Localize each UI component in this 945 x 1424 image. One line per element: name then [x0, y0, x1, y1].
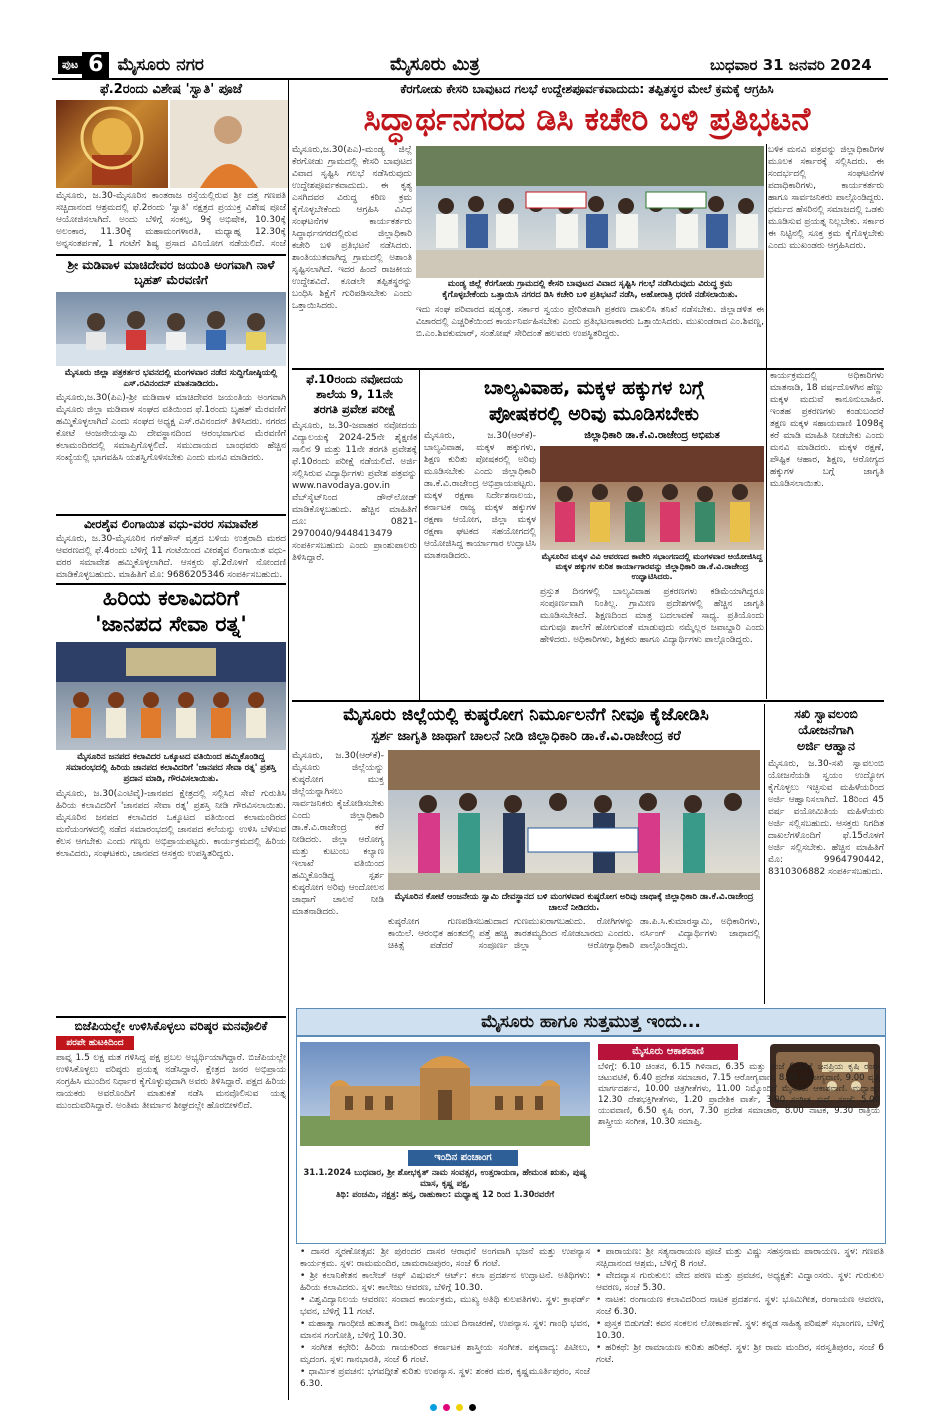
swathi-headline: ಫೆ.2ರಂದು ವಿಶೇಷ 'ಸ್ವಾತಿ' ಪೂಜೆ: [99, 82, 243, 97]
bjp-body: ಪಾವ್ನ 1.5 ಲಕ್ಷ ಮತ ಗಳಿಸಿದ್ದ ಪಕ್ಷ ಪ್ರಬಲ ಅಭ್ಯರ್ಥಿಯಾಗಿದ್ದಾರೆ. ಬಿಜೆಪಿಯಲ್ಲೇ ಉಳಿಸಿಕೊಳ್ಳಲು ವರಿಷ್ಠರು ಪ್ರಯತ್ನ ನಡೆಸಿದ್ದಾರೆ. ಕ್ಷೇತ್ರದ ಜನರ ಅಭಿಪ್ರಾಯ ಸಂಗ್ರಹಿಸಿ ಮುಂದಿನ ನಿರ್ಧಾರ ಕೈಗೊಳ್ಳುವುದಾಗಿ ಅವರು ತಿಳಿಸಿದ್ದಾರೆ. ಪಕ್ಷದ ಹಿರಿಯ ನಾಯಕರು ಅವರೊಂದಿಗೆ ಮಾತುಕತೆ ನಡೆಸಿ ಮನವೊಲಿಸುವ ಯತ್ನ ಮುಂದುವರಿಸಿದ್ದಾರೆ. ಅಂತಿಮ ತೀರ್ಮಾನ ಶೀಘ್ರದಲ್ಲೇ ಹೊರಬೀಳಲಿದೆ.: [56, 1053, 286, 1111]
navodaya-headline-3: ತರಗತಿ ಪ್ರವೇಶ ಪರೀಕ್ಷೆ: [313, 402, 396, 416]
masthead-rule: [52, 78, 888, 80]
divider: [292, 700, 884, 702]
lead-body-3: ಇದು ಸಂಘ ಪರಿವಾರದ ಷಡ್ಯಂತ್ರ. ಸರ್ಕಾರ ಸ್ವಯಂ ಪ್ರೇರಿತವಾಗಿ ಪ್ರಕರಣ ದಾಖಲಿಸಿ ತನಿಖೆ ನಡೆಸಬೇಕು. ಜಿಲ್ಲಾಡಳಿತ ಈ ವಿಚಾರದಲ್ಲಿ ಎಚ್ಚರಿಕೆಯಿಂದ ಕಾರ್ಯನಿರ್ವಹಿಸಬೇಕು ಎಂದು ಪ್ರತಿಭಟನಾಕಾರರು ಒತ್ತಾಯಿಸಿದರು. ಮುಖಂಡರಾದ ಎಂ.ಶಿವಣ್ಣ, ಬಿ.ಎಂ.ಶಿವಕುಮಾರ್, ಸಂತೋಷ್ ಸೇರಿದಂತೆ ಹಲವರು ಉಪಸ್ಥಿತರಿದ್ದರು.: [416, 305, 764, 339]
page-word: ಪುಟ: [58, 56, 82, 74]
balya-continued: ಕಾರ್ಯಕ್ರಮದಲ್ಲಿ ಅಧಿಕಾರಿಗಳು ಮಾತನಾಡಿ, 18 ವರ್ಷದೊಳಗಿನ ಹೆಣ್ಣು ಮಕ್ಕಳ ಮದುವೆ ಕಾನೂನುಬಾಹಿರ. ಇಂತಹ ಪ್ರಕರಣಗಳು ಕಂಡುಬಂದರೆ ತಕ್ಷಣ ಮಕ್ಕಳ ಸಹಾಯವಾಣಿ 1098ಕ್ಕೆ ಕರೆ ಮಾಡಿ ಮಾಹಿತಿ ನೀಡಬೇಕು ಎಂದು ಮನವಿ ಮಾಡಿದರು. ಮಕ್ಕಳ ರಕ್ಷಣೆ, ಪೌಷ್ಟಿಕ ಆಹಾರ, ಶಿಕ್ಷಣ, ಆರೋಗ್ಯದ ಹಕ್ಕುಗಳ ಬಗ್ಗೆ ಜಾಗೃತಿ ಮೂಡಿಸಲಾಯಿತು.: [770, 371, 884, 489]
protest-image: [416, 146, 764, 278]
kalavida-body: ಮೈಸೂರು, ಜ.30(ಎಂಟಿವೈ)-ಜಾನಪದ ಕ್ಷೇತ್ರದಲ್ಲಿ ಸಲ್ಲಿಸಿದ ಸೇವೆ ಗುರುತಿಸಿ ಹಿರಿಯ ಕಲಾವಿದರಿಗೆ 'ಜಾನಪದ ಸೇವಾ ರತ್ನ' ಪ್ರಶಸ್ತಿ ನೀಡಿ ಗೌರವಿಸಲಾಯಿತು. ಮೈಸೂರಿನ ಜನಪದ ಕಲಾವಿದರ ಒಕ್ಕೂಟದ ವತಿಯಿಂದ ಕಲಾಮಂದಿರದ ಮನೆಯಂಗಳದಲ್ಲಿ ನಡೆದ ಸಮಾರಂಭದಲ್ಲಿ ಜಾನಪದ ಕಲೆಯನ್ನು ಉಳಿಸಿ ಬೆಳೆಸುವ ಕೆಲಸ ಆಗಬೇಕು ಎಂದು ಗಣ್ಯರು ಅಭಿಪ್ರಾಯಪಟ್ಟರು. ಕಾರ್ಯಕ್ರಮದಲ್ಲಿ ಹಿರಿಯ ಕಲಾವಿದರು, ಸಂಘಟಕರು, ಜಾನಪದ ಆಸಕ್ತರು ಉಪಸ್ಥಿತರಿದ್ದರು.: [56, 789, 286, 859]
cyan-dot: [430, 1404, 437, 1411]
press-meet-image: [56, 292, 286, 366]
navodaya-body: ಮೈಸೂರು, ಜ.30-ಜವಾಹರ ನವೋದಯ ವಿದ್ಯಾಲಯಕ್ಕೆ 2024-25ನೇ ಶೈಕ್ಷಣಿಕ ಸಾಲಿನ 9 ಮತ್ತು 11ನೇ ತರಗತಿ ಪ್ರವೇಶಕ್ಕೆ ಫೆ.10ರಂದು ಪರೀಕ್ಷೆ ನಡೆಯಲಿದೆ. ಅರ್ಜಿ ಸಲ್ಲಿಸಿರುವ ವಿದ್ಯಾರ್ಥಿಗಳು ಪ್ರವೇಶ ಪತ್ರವನ್ನು www.navodaya.gov.in ವೆಬ್‌ಸೈಟ್‌ನಿಂದ ಡೌನ್‌ಲೋಡ್ ಮಾಡಿಕೊಳ್ಳಬಹುದು. ಹೆಚ್ಚಿನ ಮಾಹಿತಿಗೆ ದೂ: 0821-2970040/9448413479 ಸಂಪರ್ಕಿಸಬಹುದು ಎಂದು ಪ್ರಾಂಶುಪಾಲರು ತಿಳಿಸಿದ್ದಾರೆ.: [292, 421, 417, 563]
akashavani-headline: ಮೈಸೂರು ಆಕಾಶವಾಣಿ: [598, 1044, 738, 1060]
lead-body-1: ಮೈಸೂರು,ಜ.30(ಪಿಎ)-ಮಂಡ್ಯ ಜಿಲ್ಲೆ ಕೆರಗೋಡು ಗ್ರಾಮದಲ್ಲಿ ಕೇಸರಿ ಬಾವುಟದ ವಿವಾದ ಸೃಷ್ಟಿಸಿ ಗಲಭೆ ನಡೆಸಿರುವುದು ಉದ್ದೇಶಪೂರ್ವಕವಾದುದು. ಈ ಕೃತ್ಯ ಎಸಗಿದವರ ವಿರುದ್ಧ ಕಠಿಣ ಕ್ರಮ ಕೈಗೊಳ್ಳಬೇಕೆಂದು ಆಗ್ರಹಿಸಿ ವಿವಿಧ ಸಂಘಟನೆಗಳ ಕಾರ್ಯಕರ್ತರು ಸಿದ್ಧಾರ್ಥನಗರದಲ್ಲಿರುವ ಜಿಲ್ಲಾಧಿಕಾರಿ ಕಚೇರಿ ಬಳಿ ಪ್ರತಿಭಟನೆ ನಡೆಸಿದರು. ಶಾಂತಿಯುತವಾಗಿದ್ದ ಗ್ರಾಮದಲ್ಲಿ ಅಶಾಂತಿ ಸೃಷ್ಟಿಸಲಾಗಿದೆ. ಇದರ ಹಿಂದೆ ರಾಜಕೀಯ ಉದ್ದೇಶವಿದೆ. ಕೂಡಲೇ ತಪ್ಪಿತಸ್ಥರನ್ನು ಬಂಧಿಸಿ ಶಿಕ್ಷೆಗೆ ಗುರಿಪಡಿಸಬೇಕು ಎಂದು ಒತ್ತಾಯಿಸಿದರು.: [292, 145, 412, 311]
paper-date: ಬುಧವಾರ 31 ಜನವರಿ 2024: [710, 56, 872, 74]
divider: [56, 583, 286, 585]
kalavida-caption: ಮೈಸೂರಿನ ಜನಪದ ಕಲಾವಿದರ ಒಕ್ಕೂಟದ ವತಿಯಿಂದ ಹಮ್ಮಿಕೊಂಡಿದ್ದ ಸಮಾರಂಭದಲ್ಲಿ ಹಿರಿಯ ಜಾನಪದ ಕಲಾವಿದರಿಗೆ 'ಜಾನಪದ ಸೇವಾ ರತ್ನ' ಪ್ರಶಸ್ತಿ ಪ್ರದಾನ ಮಾಡಿ, ಗೌರವಿಸಲಾಯಿತು.: [65, 752, 277, 784]
lead-caption-1: ಮಂಡ್ಯ ಜಿಲ್ಲೆ ಕೆರಗೋಡು ಗ್ರಾಮದಲ್ಲಿ ಕೇಸರಿ ಬಾವುಟದ ವಿವಾದ ಸೃಷ್ಟಿಸಿ ಗಲಭೆ ನಡೆಸಿರುವುದು ವಿರುದ್ಧ ಕ್ರಮ: [447, 279, 733, 289]
listing-r5: • ಹರಿಕಥೆ: ಶ್ರೀ ರಾಮಾಯಣ ಕುರಿತು ಹರಿಕಥೆ. ಸ್ಥಳ: ಶ್ರೀ ರಾಮ ಮಂದಿರ, ಸರಸ್ವತಿಪುರಂ, ಸಂಜೆ 6 ಗಂಟೆ.: [596, 1343, 884, 1364]
kalavida-headline-2: 'ಜಾನಪದ ಸೇವಾ ರತ್ನ': [95, 612, 247, 636]
kalavida-headline-1: ಹಿರಿಯ ಕಲಾವಿದರಿಗೆ: [102, 586, 240, 610]
paper-name: ಮೈಸೂರು ಮಿತ್ರ: [390, 54, 480, 75]
balya-photo: [540, 446, 764, 550]
swathi-body: ಮೈಸೂರು, ಜ.30-ಮೈಸೂರಿನ ಕಾಂತರಾಜ ರಸ್ತೆಯಲ್ಲಿರುವ ಶ್ರೀ ದತ್ತ ಗಣಪತಿ ಸಚ್ಚಿದಾನಂದ ಆಶ್ರಮದಲ್ಲಿ ಫೆ.2ರಂದು 'ಸ್ವಾತಿ' ನಕ್ಷತ್ರದ ಪ್ರಯುಕ್ತ ವಿಶೇಷ ಪೂಜೆ ಆಯೋಜಿಸಲಾಗಿದೆ. ಅಂದು ಬೆಳಿಗ್ಗೆ ಸಂಕಲ್ಪ, 9ಕ್ಕೆ ಅಭಿಷೇಕ, 10.30ಕ್ಕೆ ಅಲಂಕಾರ, 11.30ಕ್ಕೆ ಮಹಾಮಂಗಳಾರತಿ, ಮಧ್ಯಾಹ್ನ 12.30ಕ್ಕೆ ಅನ್ನಸಂತರ್ಪಣೆ, 1 ಗಂಟೆಗೆ ಶಿಷ್ಯ ಪ್ರಸಾದ ವಿನಿಯೋಗ ನಡೆಯಲಿದೆ. ಸಂಜೆ: [56, 191, 286, 249]
madivala-photo: [56, 292, 286, 366]
lead-caption-2: ಕೈಗೊಳ್ಳಬೇಕೆಂದು ಒತ್ತಾಯಿಸಿ ನಗರದ ಡಿಸಿ ಕಚೇರಿ ಬಳಿ ಪ್ರತಿಭಟನೆ ನಡೆಸಿ, ಅಹೋರಾತ್ರಿ ಧರಣಿ ನಡೆಸಲಾಯಿತು.: [442, 290, 738, 300]
awareness-rally-image: [388, 750, 760, 890]
black-dot: [469, 1404, 476, 1411]
page-tag: [58, 52, 204, 78]
page-number: 6: [82, 52, 109, 78]
listing-3: • ವಿಶ್ವವಿದ್ಯಾನಿಲಯ ಆವರಣ: ಸಂವಾದ ಕಾರ್ಯಕ್ರಮ, ಮುಖ್ಯ ಅತಿಥಿ ಕುಲಪತಿಗಳು. ಸ್ಥಳ: ಕ್ರಾಫರ್ಡ್ ಭವನ, ಬೆಳಿಗ್ಗೆ 11 ಗಂಟೆ.: [300, 1295, 590, 1316]
balya-subhead: ಜಿಲ್ಲಾಧಿಕಾರಿ ಡಾ.ಕೆ.ವಿ.ರಾಜೇಂದ್ರ ಅಭಿಮತ: [584, 430, 720, 441]
listing-2: • ಶ್ರೀ ಕಲಾನಿಕೇತನ ಕಾಲೇಜ್ ಆಫ್ ವಿಷುವಲ್ ಆರ್ಟ್: ಕಲಾ ಪ್ರದರ್ಶನ ಉದ್ಘಾಟನೆ. ಅತಿಥಿಗಳು: ಹಿರಿಯ ಕಲಾವಿದರು. ಸ್ಥಳ: ಕಾಲೇಜು ಆವರಣ, ಬೆಳಿಗ್ಗೆ 10.30.: [300, 1271, 590, 1292]
listing-r4: • ಪುಸ್ತಕ ಬಿಡುಗಡೆ: ಕವನ ಸಂಕಲನ ಲೋಕಾರ್ಪಣೆ. ಸ್ಥಳ: ಕನ್ನಡ ಸಾಹಿತ್ಯ ಪರಿಷತ್ ಸಭಾಂಗಣ, ಬೆಳಿಗ್ಗೆ 10.30.: [596, 1319, 884, 1340]
workshop-image: [540, 446, 764, 550]
swami-photo: [170, 100, 288, 188]
listing-4: • ಮಹಾತ್ಮಾ ಗಾಂಧೀಜಿ ಹುತಾತ್ಮ ದಿನ: ರಾಷ್ಟ್ರೀಯ ಯುವ ದಿನಾಚರಣೆ, ಉಪನ್ಯಾಸ. ಸ್ಥಳ: ಗಾಂಧಿ ಭವನ, ಮಾನಸ ಗಂಗೋತ್ರಿ, ಬೆಳಿಗ್ಗೆ 10.30.: [300, 1319, 590, 1340]
balya-headline-1: ಬಾಲ್ಯವಿವಾಹ, ಮಕ್ಕಳ ಹಕ್ಕುಗಳ ಬಗ್ಗೆ: [484, 377, 704, 399]
listing-r3: • ನಾಟಕ: ರಂಗಾಯಣ ಕಲಾವಿದರಿಂದ ನಾಟಕ ಪ್ರದರ್ಶನ. ಸ್ಥಳ: ಭೂಮಿಗೀತ, ರಂಗಾಯಣ ಆವರಣ, ಸಂಜೆ 6.30.: [596, 1295, 884, 1316]
listing-r2: • ವೇದವ್ಯಾಸ ಗುರುಕುಲ: ವೇದ ಪಠಣ ಮತ್ತು ಪ್ರವಚನ, ಅಧ್ಯಕ್ಷತೆ: ವಿದ್ವಾಂಸರು. ಸ್ಥಳ: ಗುರುಕುಲ ಆವರಣ, ಸಂಜೆ 5.30.: [596, 1271, 884, 1292]
balya-body-2: ಪ್ರಸ್ತುತ ದಿನಗಳಲ್ಲಿ ಬಾಲ್ಯವಿವಾಹ ಪ್ರಕರಣಗಳು ಕಡಿಮೆಯಾಗಿದ್ದರೂ ಸಂಪೂರ್ಣವಾಗಿ ನಿಂತಿಲ್ಲ. ಗ್ರಾಮೀಣ ಪ್ರದೇಶಗಳಲ್ಲಿ ಹೆಚ್ಚಿನ ಜಾಗೃತಿ ಮೂಡಿಸಬೇಕಿದೆ. ಶಿಕ್ಷಣದಿಂದ ಮಾತ್ರ ಬದಲಾವಣೆ ಸಾಧ್ಯ. ಪ್ರತಿಯೊಂದು ಮಗುವೂ ಶಾಲೆಗೆ ಹೋಗುವಂತೆ ಮಾಡುವುದು ನಮ್ಮೆಲ್ಲರ ಜವಾಬ್ದಾರಿ ಎಂದು ಹೇಳಿದರು. ಅಧಿಕಾರಿಗಳು, ಶಿಕ್ಷಕರು ಹಾಗೂ ವಿದ್ಯಾರ್ಥಿಗಳು ಪಾಲ್ಗೊಂಡಿದ್ದರು.: [540, 587, 764, 645]
panchanga-line-1: 31.1.2024 ಬುಧವಾರ, ಶ್ರೀ ಶೋಭಕೃತ್ ನಾಮ ಸಂವತ್ಸರ, ಉತ್ತರಾಯಣ, ಹೇಮಂತ ಋತು, ಪುಷ್ಯ ಮಾಸ, ಕೃಷ್ಣ ಪಕ್ಷ,: [303, 1168, 587, 1189]
divider: [56, 254, 286, 256]
listing-1: • ದಾಸರ ಸ್ಮರಣೋತ್ಸವ: ಶ್ರೀ ಪುರಂದರ ದಾಸರ ಆರಾಧನೆ ಅಂಗವಾಗಿ ಭಜನೆ ಮತ್ತು ಉಪನ್ಯಾಸ ಕಾರ್ಯಕ್ರಮ. ಸ್ಥಳ: ರಾಮಮಂದಿರ, ಚಾಮರಾಜಪುರಂ, ಸಂಜೆ 6 ಗಂಟೆ.: [300, 1247, 590, 1268]
kushta-caption: ಮೈಸೂರಿನ ಕೋಟೆ ಆಂಜನೇಯ ಸ್ವಾಮಿ ದೇವಸ್ಥಾನದ ಬಳಿ ಮಂಗಳವಾರ ಕುಷ್ಠರೋಗ ಅರಿವು ಜಾಥಾಕ್ಕೆ ಜಿಲ್ಲಾಧಿಕಾರಿ ಡಾ.ಕೆ.ವಿ.ರಾಜೇಂದ್ರ ಚಾಲನೆ ನೀಡಿದರು.: [394, 892, 754, 913]
madivala-caption: ಮೈಸೂರು ಜಿಲ್ಲಾ ಪತ್ರಕರ್ತರ ಭವನದಲ್ಲಿ ಮಂಗಳವಾರ ನಡೆದ ಸುದ್ದಿಗೋಷ್ಠಿಯಲ್ಲಿ ಎಸ್.ರವಿನಂದನ್ ಮಾತನಾಡಿದರು.: [64, 368, 278, 389]
kushta-subhead: ಸ್ಪರ್ಶ ಜಾಗೃತಿ ಜಾಥಾಗೆ ಚಾಲನೆ ನೀಡಿ ಜಿಲ್ಲಾಧಿಕಾರಿ ಡಾ.ಕೆ.ವಿ.ರಾಜೇಂದ್ರ ಕರೆ: [371, 729, 681, 744]
lead-kicker: ಕೆರಗೋಡು ಕೇಸರಿ ಬಾವುಟದ ಗಲಭೆ ಉದ್ದೇಶಪೂರ್ವಕವಾದುದು: ತಪ್ಪಿತಸ್ಥರ ಮೇಲೆ ಕ್ರಮಕ್ಕೆ ಆಗ್ರಹಿಸಿ: [400, 82, 774, 96]
kushta-body-2: ಕುಷ್ಠರೋಗ ಗುಣಪಡಿಸಬಹುದಾದ ಕಾಯಿಲೆ. ಆರಂಭಿಕ ಹಂತದಲ್ಲಿ ಪತ್ತೆ ಹಚ್ಚಿ ಚಿಕಿತ್ಸೆ ಪಡೆದರೆ ಸಂಪೂರ್ಣ ಗುಣಮುಖರಾಗಬಹುದು. ರೋಗಿಗಳನ್ನು ತಾರತಮ್ಯದಿಂದ ನೋಡಬಾರದು ಎಂದರು. ಜಿಲ್ಲಾ ಆರೋಗ್ಯಾಧಿಕಾರಿ ಡಾ.ಪಿ.ಸಿ.ಕುಮಾರಸ್ವಾಮಿ, ಅಧಿಕಾರಿಗಳು, ನರ್ಸಿಂಗ್ ವಿದ್ಯಾರ್ಥಿಗಳು ಜಾಥಾದಲ್ಲಿ ಪಾಲ್ಗೊಂಡಿದ್ದರು.: [388, 917, 760, 951]
divider: [56, 514, 286, 516]
sakhi-headline-1: ಸಖಿ ಸ್ವಾವಲಂಬಿ: [794, 706, 858, 721]
award-ceremony-image: [56, 642, 286, 750]
balya-caption: ಮೈಸೂರಿನ ಮಕ್ಕಳ ವಿವಿ ಆವರಣದ ಕಾವೇರಿ ಸಭಾಂಗಣದಲ್ಲಿ ಮಂಗಳವಾರ ಆಯೋಜಿಸಿದ್ದ ಮಕ್ಕಳ ಹಕ್ಕುಗಳ ಕುರಿತ ಕಾರ್ಯಾಗಾರವನ್ನು ಜಿಲ್ಲಾಧಿಕಾರಿ ಡಾ.ಕೆ.ವಿ.ರಾಜೇಂದ್ರ ಉದ್ಘಾಟಿಸಿದರು.: [541, 552, 763, 581]
divider: [764, 704, 765, 1004]
lead-headline: ಸಿದ್ಧಾರ್ಥನಗರದ ಡಿಸಿ ಕಚೇರಿ ಬಳಿ ಪ್ರತಿಭಟನೆ: [363, 100, 811, 138]
lead-photo: [416, 146, 764, 278]
divider: [56, 1016, 286, 1018]
panchanga-headline: ಇಂದಿನ ಪಂಚಾಂಗ: [408, 1150, 518, 1166]
vadhu-body: ಮೈಸೂರು, ಜ.30-ಮೈಸೂರಿನ ಗನ್‌ಹೌಸ್ ವೃತ್ತದ ಬಳಿಯ ಉತ್ತರಾದಿ ಮಠದ ಆವರಣದಲ್ಲಿ ಫೆ.4ರಂದು ಬೆಳಿಗ್ಗೆ 11 ಗಂಟೆಯಿಂದ ವೀರಶೈವ ಲಿಂಗಾಯಿತ ವಧು-ವರರ ಸಮಾವೇಶ ಹಮ್ಮಿಕೊಳ್ಳಲಾಗಿದೆ. ಆಸಕ್ತರು ಫೆ.2ರೊಳಗೆ ನೋಂದಣಿ ಮಾಡಿಕೊಳ್ಳಬಹುದು. ಮಾಹಿತಿಗೆ ಮೊ: 9686205346 ಸಂಪರ್ಕಿಸಬಹುದು.: [56, 534, 286, 580]
column-divider: [288, 80, 289, 1400]
section-title: ಮೈಸೂರು ನಗರ: [117, 55, 204, 75]
registration-marks: [430, 1404, 476, 1411]
palace-photo: [300, 1042, 590, 1146]
kalavida-photo: [56, 642, 286, 750]
bjp-headline: ಬಿಜೆಪಿಯಲ್ಲೇ ಉಳಿಸಿಕೊಳ್ಳಲು ವರಿಷ್ಠರ ಮನವೊಲಿಕೆ: [74, 1019, 268, 1033]
divider: [419, 370, 420, 700]
panchanga-line-2: ತಿಥಿ: ಪಂಚಮಿ, ನಕ್ಷತ್ರ: ಹಸ್ತ, ರಾಹುಕಾಲ: ಮಧ್ಯಾಹ್ನ 12 ರಿಂದ 1.30ರವರೆಗೆ: [335, 1190, 555, 1200]
swami-image: [170, 100, 288, 188]
sakhi-body: ಮೈಸೂರು, ಜ.30-ಸಖಿ ಸ್ವಾವಲಂಬಿ ಯೋಜನೆಯಡಿ ಸ್ವಯಂ ಉದ್ಯೋಗ ಕೈಗೊಳ್ಳಲು ಇಚ್ಛಿಸುವ ಮಹಿಳೆಯರಿಂದ ಅರ್ಜಿ ಆಹ್ವಾನಿಸಲಾಗಿದೆ. 18ರಿಂದ 45 ವರ್ಷ ವಯೋಮಿತಿಯ ಮಹಿಳೆಯರು ಅರ್ಜಿ ಸಲ್ಲಿಸಬಹುದು. ಆಸಕ್ತರು ನಿಗದಿತ ದಾಖಲೆಗಳೊಂದಿಗೆ ಫೆ.15ರೊಳಗೆ ಅರ್ಜಿ ಸಲ್ಲಿಸಬೇಕು. ಹೆಚ್ಚಿನ ಮಾಹಿತಿಗೆ ಮೊ: 9964790442, 8310306882 ಸಂಪರ್ಕಿಸಬಹುದು.: [768, 759, 884, 877]
navodaya-headline-1: ಫೆ.10ರಂದು ನವೋದಯ: [306, 372, 403, 386]
bjp-tag: ಪರಪೇ ಹುಟಕಿದಿಂದ: [56, 1036, 134, 1050]
kushta-headline: ಮೈಸೂರು ಜಿಲ್ಲೆಯಲ್ಲಿ ಕುಷ್ಠರೋಗ ನಿರ್ಮೂಲನೆಗೆ ನೀವೂ ಕೈಜೋಡಿಸಿ: [343, 705, 709, 725]
navodaya-headline-2: ಶಾಲೆಯ 9, 11ನೇ: [316, 387, 393, 401]
events-banner: ಮೈಸೂರು ಹಾಗೂ ಸುತ್ತಮುತ್ತ ಇಂದು...: [296, 1008, 886, 1036]
kushta-photo: [388, 750, 760, 890]
vadhu-headline: ವೀರಶೈವ ಲಿಂಗಾಯಿತ ವಧು-ವರರ ಸಮಾವೇಶ: [84, 517, 258, 531]
sakhi-headline-2: ಯೋಜನೆಗಾಗಿ: [798, 722, 854, 737]
swathi-photo: [56, 100, 168, 188]
mysore-palace-image: [300, 1042, 590, 1146]
balya-headline-2: ಪೋಷಕರಲ್ಲಿ ಅರಿವು ಮೂಡಿಸಬೇಕು: [489, 403, 699, 425]
listing-r1: • ಪಾರಾಯಣ: ಶ್ರೀ ಸತ್ಯನಾರಾಯಣ ಪೂಜೆ ಮತ್ತು ವಿಷ್ಣು ಸಹಸ್ರನಾಮ ಪಾರಾಯಣ. ಸ್ಥಳ: ಗಣಪತಿ ಸಚ್ಚಿದಾನಂದ ಆಶ್ರಮ, ಬೆಳಿಗ್ಗೆ 8 ಗಂಟೆ.: [596, 1247, 884, 1268]
balya-body-1: ಮೈಸೂರು, ಜ.30(ಆರ್‌ಕೆ)-ಬಾಲ್ಯವಿವಾಹ, ಮಕ್ಕಳ ಹಕ್ಕುಗಳು, ಶಿಕ್ಷಣ ಕುರಿತು ಪೋಷಕರಲ್ಲಿ ಅರಿವು ಮೂಡಿಸಬೇಕು ಎಂದು ಜಿಲ್ಲಾಧಿಕಾರಿ ಡಾ.ಕೆ.ವಿ.ರಾಜೇಂದ್ರ ಅಭಿಪ್ರಾಯಪಟ್ಟರು. ಮಕ್ಕಳ ರಕ್ಷಣಾ ನಿರ್ದೇಶನಾಲಯ, ಕರ್ನಾಟಕ ರಾಜ್ಯ ಮಕ್ಕಳ ಹಕ್ಕುಗಳ ರಕ್ಷಣಾ ಆಯೋಗ, ಜಿಲ್ಲಾ ಮಕ್ಕಳ ರಕ್ಷಣಾ ಘಟಕದ ಸಹಯೋಗದಲ್ಲಿ ಆಯೋಜಿಸಿದ್ದ ಕಾರ್ಯಾಗಾರ ಉದ್ಘಾಟಿಸಿ ಮಾತನಾಡಿದರು.: [424, 431, 536, 561]
sakhi-headline-3: ಅರ್ಜಿ ಆಹ್ವಾನ: [797, 738, 855, 753]
lead-body-2: ಬಳಿಕ ಮನವಿ ಪತ್ರವನ್ನು ಜಿಲ್ಲಾಧಿಕಾರಿಗಳ ಮೂಲಕ ಸರ್ಕಾರಕ್ಕೆ ಸಲ್ಲಿಸಿದರು. ಈ ಸಂದರ್ಭದಲ್ಲಿ ಸಂಘಟನೆಗಳ ಪದಾಧಿಕಾರಿಗಳು, ಕಾರ್ಯಕರ್ತರು ಹಾಗೂ ಸಾರ್ವಜನಿಕರು ಪಾಲ್ಗೊಂಡಿದ್ದರು. ಧರ್ಮದ ಹೆಸರಿನಲ್ಲಿ ಸಮಾಜದಲ್ಲಿ ಒಡಕು ಮೂಡಿಸುವ ಪ್ರಯತ್ನ ನಿಲ್ಲಬೇಕು. ಸರ್ಕಾರ ಈ ನಿಟ್ಟಿನಲ್ಲಿ ಸೂಕ್ತ ಕ್ರಮ ಕೈಗೊಳ್ಳಬೇಕು ಎಂದು ಮುಖಂಡರು ಆಗ್ರಹಿಸಿದರು.: [768, 145, 884, 251]
divider: [766, 144, 767, 699]
madivala-body: ಮೈಸೂರು,ಜ.30(ಪಿಎ)-ಶ್ರೀ ಮಡಿವಾಳ ಮಾಚಿದೇವರ ಜಯಂತಿಯ ಅಂಗವಾಗಿ ಮೈಸೂರು ಜಿಲ್ಲಾ ಮಡಿವಾಳ ಸಂಘದ ವತಿಯಿಂದ ಫೆ.1ರಂದು ಬೃಹತ್ ಮೆರವಣಿಗೆ ಹಮ್ಮಿಕೊಳ್ಳಲಾಗಿದೆ ಎಂದು ಸಂಘದ ಅಧ್ಯಕ್ಷ ಎಸ್.ರವಿನಂದನ್ ತಿಳಿಸಿದರು. ನಗರದ ಕೋಟೆ ಆಂಜನೇಯಸ್ವಾಮಿ ದೇವಸ್ಥಾನದಿಂದ ಆರಂಭವಾಗುವ ಮೆರವಣಿಗೆ ಕಲಾಮಂದಿರದಲ್ಲಿ ಸಮಾಪ್ತಿಗೊಳ್ಳಲಿದೆ. ಸಮುದಾಯದ ಬಾಂಧವರು ಹೆಚ್ಚಿನ ಸಂಖ್ಯೆಯಲ್ಲಿ ಭಾಗವಹಿಸಿ ಯಶಸ್ವಿಗೊಳಿಸಬೇಕು ಎಂದು ಮನವಿ ಮಾಡಿದರು.: [56, 393, 286, 463]
listing-6: • ಧಾರ್ಮಿಕ ಪ್ರವಚನ: ಭಗವದ್ಗೀತೆ ಕುರಿತು ಉಪನ್ಯಾಸ. ಸ್ಥಳ: ಶಂಕರ ಮಠ, ಕೃಷ್ಣಮೂರ್ತಿಪುರಂ, ಸಂಜೆ 6.30.: [300, 1367, 590, 1388]
kushta-body-1: ಮೈಸೂರು, ಜ.30(ಆರ್‌ಕೆ)-ಮೈಸೂರು ಜಿಲ್ಲೆಯನ್ನು ಕುಷ್ಠರೋಗ ಮುಕ್ತ ಜಿಲ್ಲೆಯನ್ನಾಗಿಸಲು ಸಾರ್ವಜನಿಕರು ಕೈಜೋಡಿಸಬೇಕು ಎಂದು ಜಿಲ್ಲಾಧಿಕಾರಿ ಡಾ.ಕೆ.ವಿ.ರಾಜೇಂದ್ರ ಕರೆ ನೀಡಿದರು. ಜಿಲ್ಲಾ ಆರೋಗ್ಯ ಮತ್ತು ಕುಟುಂಬ ಕಲ್ಯಾಣ ಇಲಾಖೆ ವತಿಯಿಂದ ಹಮ್ಮಿಕೊಂಡಿದ್ದ ಸ್ಪರ್ಶ ಕುಷ್ಠರೋಗ ಅರಿವು ಆಂದೋಲನ ಜಾಥಾಗೆ ಚಾಲನೆ ನೀಡಿ ಮಾತನಾಡಿದರು.: [292, 751, 384, 917]
madivala-headline: ಶ್ರೀ ಮಡಿವಾಳ ಮಾಚಿದೇವರ ಜಯಂತಿ ಅಂಗವಾಗಿ ನಾಳೆ ಬೃಹತ್ ಮೆರವಣಿಗೆ: [67, 258, 275, 287]
deity-image: [56, 100, 168, 188]
listing-5: • ಸಂಗೀತ ಕಛೇರಿ: ಹಿರಿಯ ಗಾಯಕರಿಂದ ಕರ್ನಾಟಕ ಶಾಸ್ತ್ರೀಯ ಸಂಗೀತ. ಪಕ್ಕವಾದ್ಯ: ಪಿಟೀಲು, ಮೃದಂಗ. ಸ್ಥಳ: ಗಾನಭಾರತಿ, ಸಂಜೆ 6 ಗಂಟೆ.: [300, 1343, 590, 1364]
yellow-dot: [456, 1404, 463, 1411]
magenta-dot: [443, 1404, 450, 1411]
akashavani-body: ಬೆಳಿಗ್ಗೆ: 6.10 ಚಿಂತನ, 6.15 ಗಿಳಿನಾದ, 6.35 ಮತ್ತು ಸಂಜೆ 6.10ಕ್ಕೆ ಜನಪ್ರಿಯ ಕೃಷಿ ರಂಗ-ಚಟುವಟಿಕೆ, 6.40 ಪ್ರದೇಶ ಸಮಾಚಾರ, 7.15 ಆರೋಗ್ಯವಾಣಿ, 8.30 ಆರೋಗ್ಯವಾಣಿ, 9.00 ವೃತ್ತಿ ಮಾರ್ಗದರ್ಶನ, 10.00 ಚಿತ್ರಗೀತೆಗಳು, 11.00 ನಿಮ್ಮೊಂದಿಗೆ ಮೈಸೂರು ಆಕಾಶವಾಣಿ. ಮಧ್ಯಾಹ್ನ: 12.30 ದೇಶಭಕ್ತಿಗೀತೆಗಳು, 1.20 ಪ್ರಾದೇಶಿಕ ವಾರ್ತೆ, 3.00 ಸಂಗೀತ ಸುಧೆ. ಸಂಜೆ: 5.00 ಯುವವಾಣಿ, 6.50 ಕೃಷಿ ರಂಗ, 7.30 ಪ್ರದೇಶ ಸಮಾಚಾರ, 8.00 ನಾಟಕ, 9.30 ರಾತ್ರಿಯ ಶಾಸ್ತ್ರೀಯ ಸಂಗೀತ, 10.30 ಸಮಾಪ್ತಿ.: [598, 1062, 880, 1127]
